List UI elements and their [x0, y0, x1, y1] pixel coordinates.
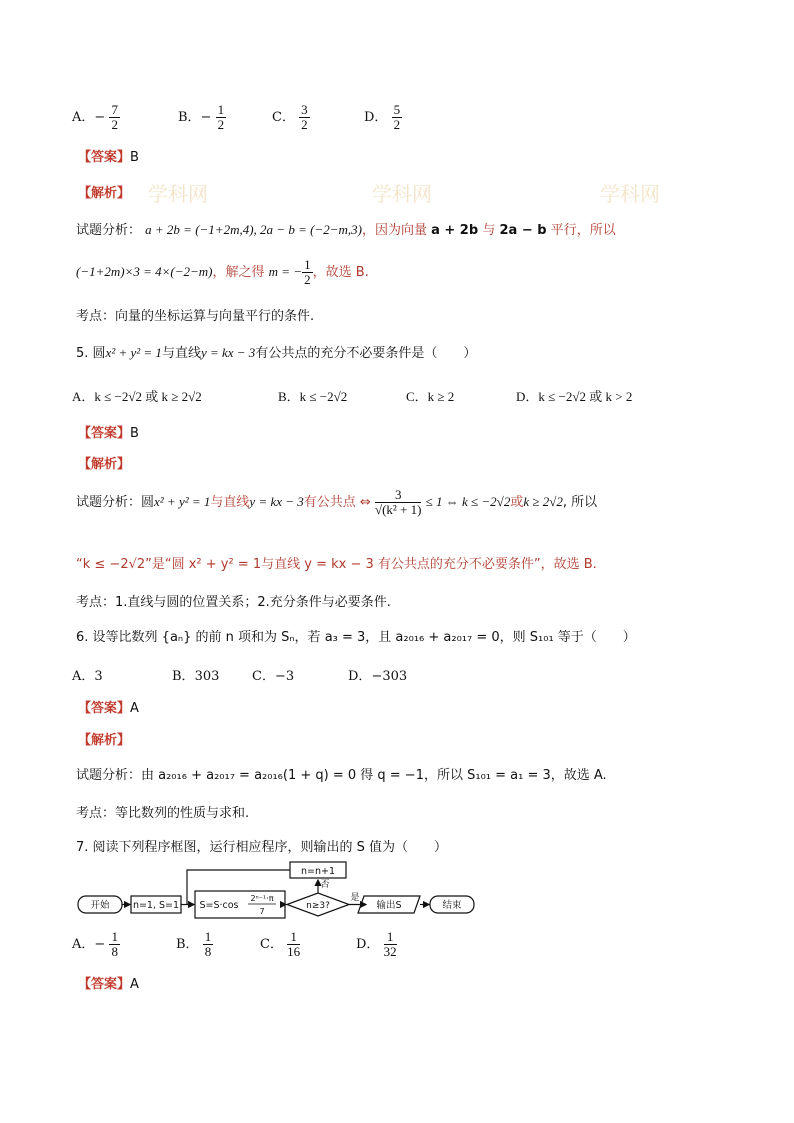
q4-analysis-line1: 试题分析： a + 2b = (−1+2m,4), 2a − b = (−2−m,3)，因为向量 a + 2b 与 2a − b 平行，所以 [76, 222, 616, 238]
watermark: 学科网 [600, 182, 660, 206]
watermark: 学科网 [148, 182, 208, 206]
q4-option-c: C． $\frac{3}{2}$ [272, 102, 308, 132]
q7-flowchart [0, 860, 794, 930]
q4-analysis-label: 【解析】 [78, 186, 131, 201]
q4-analysis-line2: (−1+2m)×3 = 4×(−2−m)，解之得 m = − $\frac{1}{2}$ ，故选 B. [76, 257, 369, 287]
q5-analysis-line1: 试题分析：圆x² + y² = 1与直线y = kx − 3有公共点 ⇔ $\frac{3}{\text{√(k² + 1)}}$ ≤ 1 ⇔ k ≤ −2√2或k ≥ 2√2, 所以 [76, 487, 598, 517]
q5-option-d: D．k ≤ −2√2 或 k > 2 [516, 389, 633, 404]
q6-analysis: 试题分析：由 a₂₀₁₆ + a₂₀₁₇ = a₂₀₁₆(1 + q) = 0 得 q = −1，所以 S₁₀₁ = a₁ = 3，故选 A. [76, 768, 607, 783]
q4-option-d: D． $\frac{5}{2}$ [364, 102, 401, 132]
flow-increment-text: n=n+1 [300, 866, 336, 877]
q7-question: 7. 阅读下列程序框图，运行相应程序，则输出的 S 值为（ ） [76, 840, 448, 855]
q5-answer: 【答案】B [78, 426, 139, 441]
q4-option-b: B．− $\frac{1}{2}$ [178, 102, 225, 132]
flow-init-text: n=1, S=1 [132, 900, 180, 911]
flow-no-label: 否 [320, 880, 330, 890]
flow-assign-den: 7 [259, 907, 265, 916]
q4-answer: 【答案】B [78, 150, 139, 165]
q5-option-b: B．k ≤ −2√2 [278, 389, 348, 404]
q5-kaodian: 考点：1.直线与圆的位置关系；2.充分条件与必要条件. [76, 595, 391, 610]
flow-start-text: 开始 [90, 900, 110, 911]
flow-end-text: 结束 [442, 900, 462, 911]
q5-analysis-label: 【解析】 [78, 457, 131, 472]
q6-question: 6. 设等比数列 {aₙ} 的前 n 项和为 Sₙ，若 a₃ = 3，且 a₂₀₁₆ + a₂₀₁₇ = 0，则 S₁₀₁ 等于（ ） [76, 630, 636, 645]
q7-option-c: C． $\frac{1}{16}$ [260, 929, 301, 959]
q6-option-c: C．−3 [252, 669, 295, 684]
flow-assign-num: 2ⁿ⁻¹·π [250, 894, 274, 903]
q6-option-a: A．3 [72, 669, 103, 684]
flow-condition-text: n≥3? [306, 901, 330, 911]
q6-answer: 【答案】A [78, 701, 139, 716]
q7-option-d: D． $\frac{1}{32}$ [356, 929, 397, 959]
flow-assign-text: S=S·cos [199, 900, 239, 911]
flow-output-text: 输出S [376, 900, 402, 911]
flow-yes-label: 是 [350, 893, 360, 903]
q7-answer: 【答案】A [78, 977, 139, 992]
q4-kaodian: 考点：向量的坐标运算与向量平行的条件. [76, 309, 315, 324]
q4-option-a: A．− $\frac{7}{2}$ [72, 102, 118, 132]
q7-option-a: A．− $\frac{1}{8}$ [72, 929, 118, 959]
q6-option-d: D．−303 [348, 669, 408, 684]
q7-option-b: B． $\frac{1}{8}$ [176, 929, 212, 959]
q6-kaodian: 考点：等比数列的性质与求和. [76, 806, 250, 821]
q5-question: 5. 圆x² + y² = 1与直线y = kx − 3有公共点的充分不必要条件是（ ） [76, 345, 477, 361]
q5-option-c: C．k ≥ 2 [406, 389, 455, 404]
watermark: 学科网 [372, 182, 432, 206]
q5-analysis-line2: “k ≤ −2√2”是“圆 x² + y² = 1与直线 y = kx − 3 有公共点的充分不必要条件”，故选 B. [76, 557, 597, 572]
q6-option-b: B．303 [172, 669, 220, 684]
q6-analysis-label: 【解析】 [78, 733, 131, 748]
q5-option-a: A．k ≤ −2√2 或 k ≥ 2√2 [72, 389, 202, 404]
